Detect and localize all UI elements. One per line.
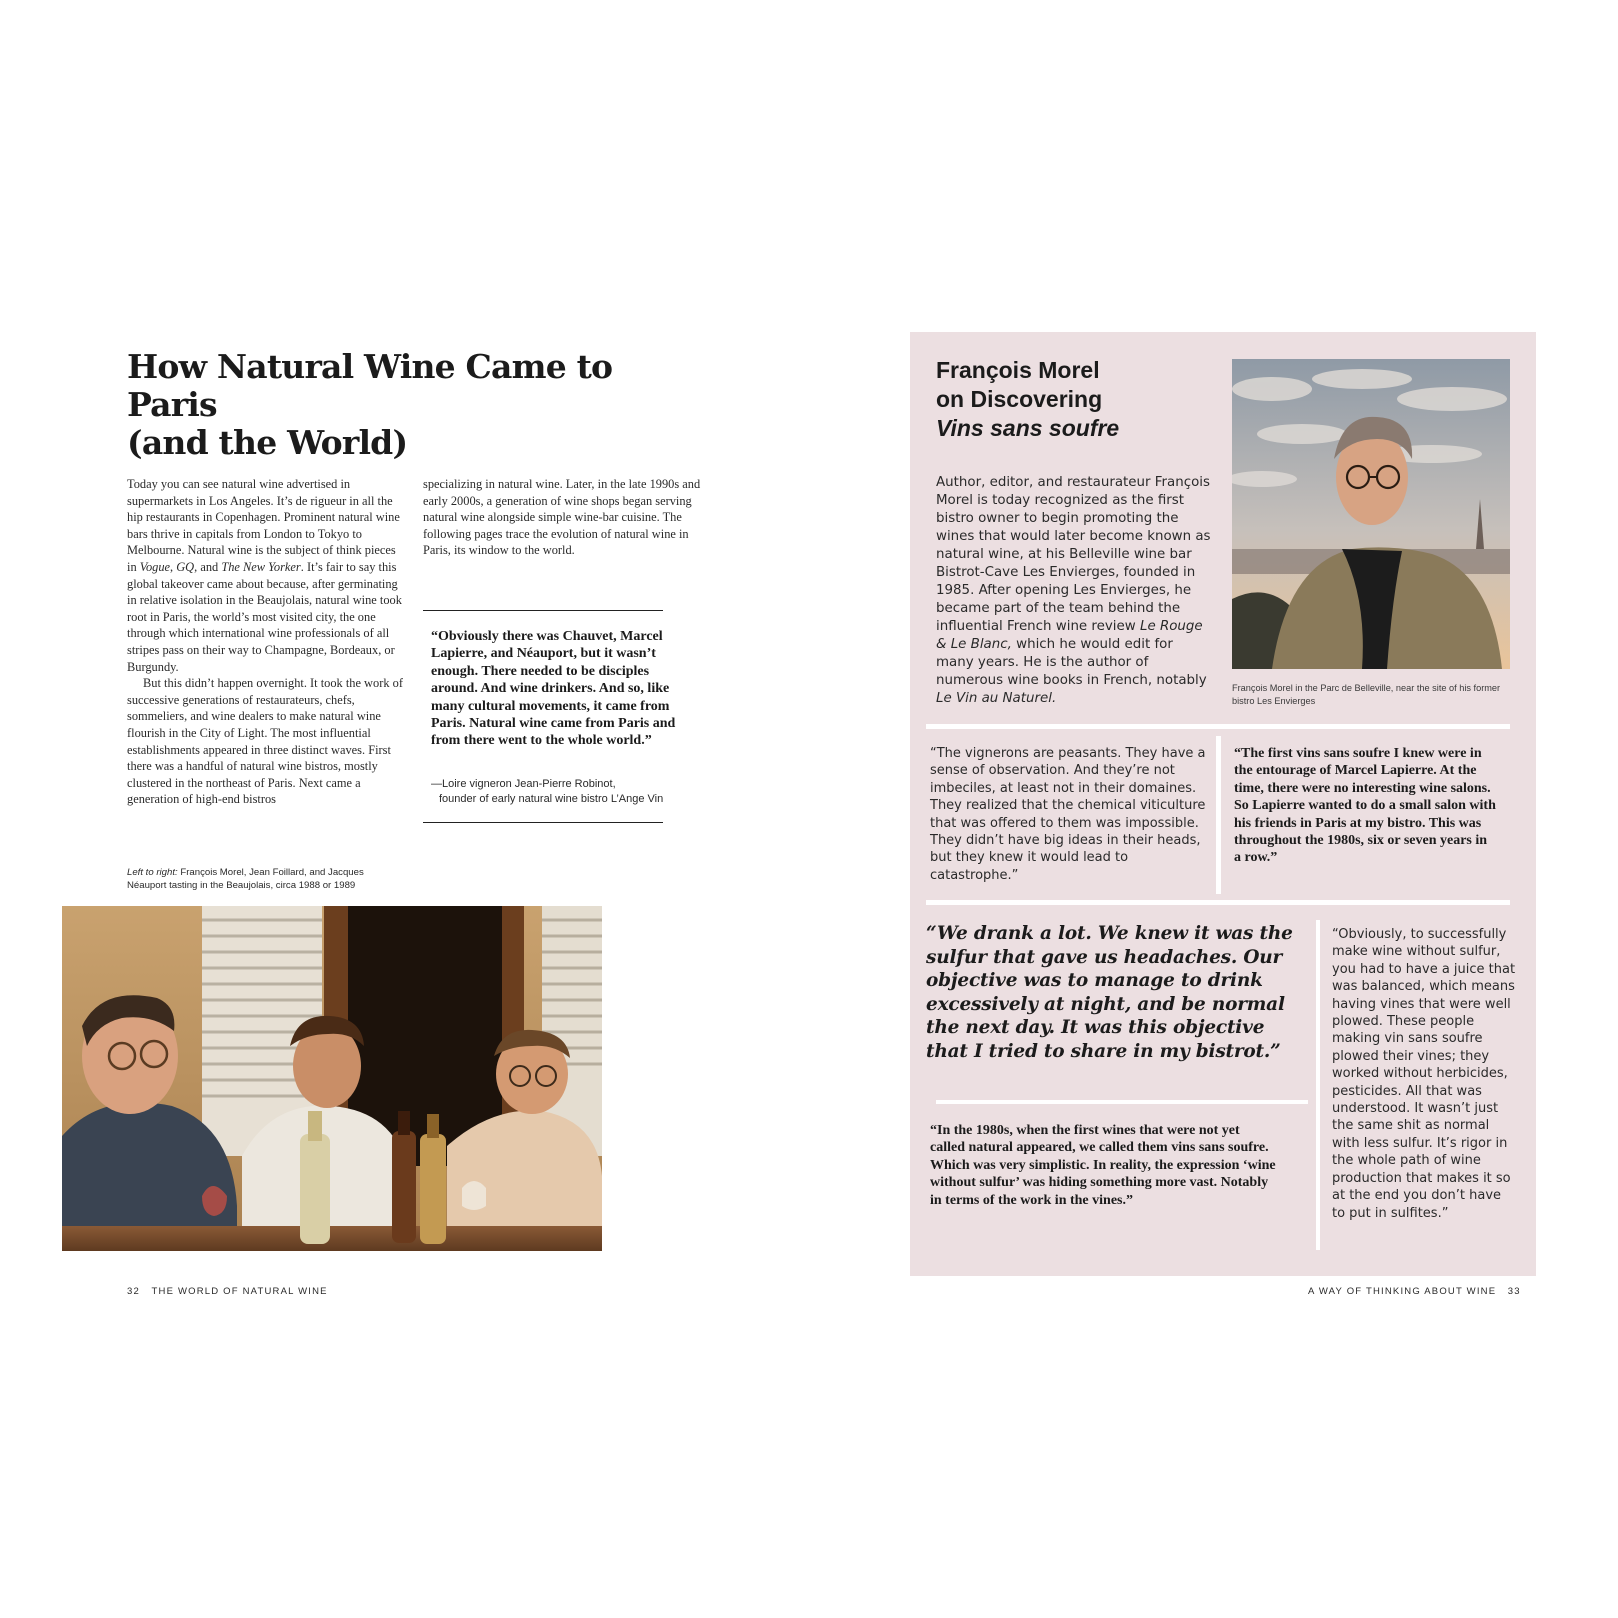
running-head-right: A WAY OF THINKING ABOUT WINE [1308, 1286, 1497, 1297]
chapter-title-line-2: (and the World) [127, 423, 408, 462]
divider-horizontal-1 [926, 724, 1510, 729]
folio-left [127, 1286, 328, 1297]
body-column-2 [423, 476, 703, 559]
sidebar-title: François Morel on Discovering Vins sans soufre [936, 357, 1120, 441]
pull-quote-top-rule [423, 610, 663, 611]
body-paragraph-1: Today you can see natural wine advertised in supermarkets in Los Angeles. It’s de rigueur in all the hip restaurants in Copenhagen. Prominent natural wine bars thrive in capitals from London to Tokyo to Melbourne. Natural wine is the subject of think pieces in Vogue, GQ, and The New Yorker. It’s fair to say this global takeover came about because, after germinating in relative isolation in the Beaujolais, natural wine took root in Paris, the world’s most visited city, the one through which international wine professionals of all stripes pass on their way to Champagne, Bordeaux, or Burgundy. [127, 477, 402, 674]
pull-quote: “Obviously there was Chauvet, Marcel Lapierre, and Néauport, but it wasn’t enough. There needed to be disciples around. And wine drinkers. And so, like many cultural movements, it came from Paris. Natural wine came from Paris and from there went to the whole world.” [431, 629, 676, 749]
divider-horizontal-2 [926, 900, 1510, 905]
quote-obviously: “Obviously, to successfully make wine without sulfur, you had to have a juice that was balanced, which means having vines that were well plowed. These people making vin sans soufre plowed their vines; they worked without herbicides, pesticides. All that was understood. It wasn’t just the same shit as normal with less sulfur. It’s rigor in the whole path of wine production that makes it so at the end you don’t have to put in sulfites.” [1332, 927, 1516, 1221]
body-column-1 [127, 476, 407, 808]
chapter-title-line-1: How Natural Wine Came to Paris [127, 347, 613, 424]
running-head-left: THE WORLD OF NATURAL WINE [151, 1286, 328, 1297]
divider-horizontal-3 [936, 1100, 1308, 1104]
morel-portrait-photo [1232, 359, 1510, 669]
folio-right [1308, 1286, 1521, 1297]
quote-1980s: “In the 1980s, when the first wines that were not yet called natural appeared, we called them vins sans soufre. Which was very simplistic. In reality, the expression ‘wine without sulfur’ was hiding something more vast. Notably in terms of the work in the vines.” [930, 1123, 1276, 1208]
quote-vignerons: “The vignerons are peasants. They have a sense of observation. And they’re not imbeciles, at least not in their domaines. They realized that the chemical viticulture that was offered to them was impossible. They didn’t have big ideas in their heads, but they knew it would lead to catastrophe.” [930, 746, 1206, 883]
body-paragraph-3: specializing in natural wine. Later, in the late 1990s and early 2000s, a generation of wine shops began serving natural wine alongside simple wine-bar cuisine. The following pages trace the evolution of natural wine in Paris, its window to the world. [423, 477, 701, 558]
photo-caption-left: Left to right: François Morel, Jean Foillard, and Jacques Néauport tasting in the Beaujolais, circa 1988 or 1989 [127, 867, 364, 891]
body-paragraph-2: But this didn’t happen overnight. It took the work of successive generations of restaurateurs, chefs, sommeliers, and wine dealers to make natural wine flourish in the City of Light. The most influential establishments appeared in three distinct waves. First there was a handful of natural wine bistros, mostly clustered in the northeast of Paris. Next came a generation of high-end bistros [127, 676, 403, 807]
page-number-right: 33 [1507, 1286, 1521, 1297]
portrait-caption: François Morel in the Parc de Belleville, near the site of his former bistro Les Envierges [1232, 683, 1501, 706]
quote-first-vins: “The first vins sans soufre I knew were in the entourage of Marcel Lapierre. At the time, there were no interesting wine salons. So Lapierre wanted to do a small salon with his friends in Paris at my bistro. This was throughout the 1980s, six or seven years in a row.” [1234, 746, 1496, 866]
bio-paragraph: Author, editor, and restaurateur François Morel is today recognized as the first bistro owner to begin promoting the wines that would later become known as natural wine, at his Belleville wine bar Bistrot-Cave Les Envierges, founded in 1985. After opening Les Envierges, he became part of the team behind the influential French wine review Le Rouge & Le Blanc, which he would edit for many years. He is the author of numerous wine books in French, notably Le Vin au Naturel. [936, 475, 1211, 706]
pull-quote-attribution: —Loire vigneron Jean-Pierre Robinot, founder of early natural wine bistro L’Ange Vin [431, 778, 664, 805]
pull-quote-bottom-rule [423, 822, 663, 823]
chapter-title [127, 348, 687, 462]
page-number-left: 32 [127, 1286, 140, 1297]
divider-vertical-1 [1216, 736, 1221, 894]
divider-vertical-2 [1316, 920, 1320, 1250]
quote-drank-a-lot: “We drank a lot. We knew it was the sulfur that gave us headaches. Our objective was to manage to drink excessively at night, and be normal the next day. It was this objective that I tried to share in my bistrot.” [926, 923, 1293, 1062]
tasting-photo [62, 906, 602, 1251]
